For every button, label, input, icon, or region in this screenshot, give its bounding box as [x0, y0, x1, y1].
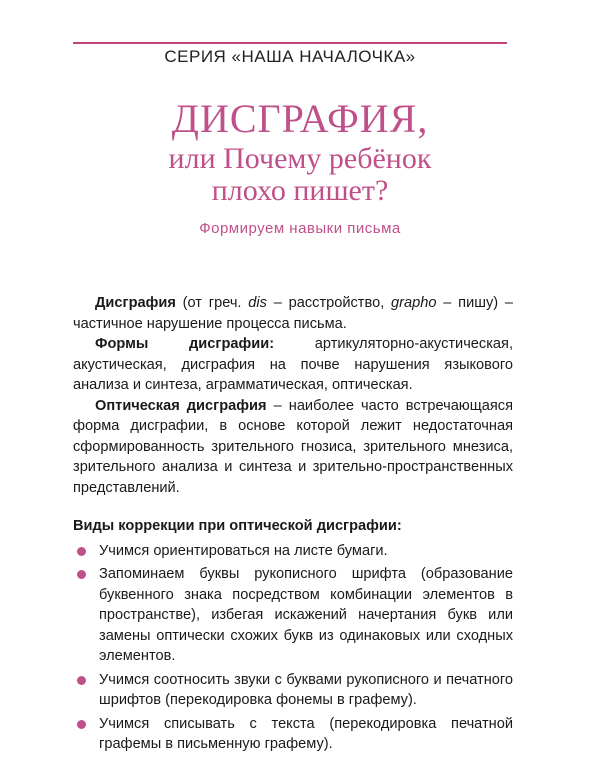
correction-list	[73, 541, 513, 755]
book-title-line3: плохо пишет?	[211, 174, 389, 207]
bullet-icon	[77, 720, 86, 729]
book-title: ДИСГРАФИЯ,	[171, 96, 429, 141]
paragraph-definition: Дисграфия (от греч. dis – расстройство, grapho – пишу) – частичное нарушение процесса письма.	[73, 295, 513, 332]
bullet-icon	[77, 676, 86, 685]
list-item: Учимся ориентироваться на листе бумаги.	[73, 541, 513, 562]
paragraph-optical: Оптическая дисграфия – наиболее часто встречающаяся форма дисграфии, в основе которой лежит недостаточная сформированность зрительного гнозиса, зрительного мнезиса, зрительного анализа и синтеза и зрительно-пространственных представлений.	[73, 397, 513, 496]
bullet-icon	[77, 570, 86, 579]
term-forms: Формы дисграфии:	[95, 336, 275, 352]
bullet-icon	[77, 547, 86, 556]
paragraph-forms: Формы дисграфии: артикуляторно-акустическая, акустическая, дисграфия на почве нарушения языкового анализа и синтеза, аграмматическая, оптическая.	[73, 336, 513, 393]
book-subtitle: Формируем навыки письма	[199, 220, 401, 237]
body-text	[73, 293, 513, 758]
book-title-line2: или Почему ребёнок	[168, 142, 432, 175]
term-dysgraphia: Дисграфия	[95, 295, 176, 311]
list-item: Учимся соотносить звуки с буквами рукописного и печатного шрифтов (перекодировка фонемы в графему).	[73, 670, 513, 711]
list-item: Запоминаем буквы рукописного шрифта (образование буквенного знака посредством комбинации элементов в пространстве), избегая искажений начертания букв или замены оптически схожих букв из одинаковых или сходных элементов.	[73, 564, 513, 667]
series-label: СЕРИЯ «НАША НАЧАЛОЧКА»	[164, 47, 416, 66]
list-item: Учимся списывать с текста (перекодировка печатной графемы в письменную графему).	[73, 714, 513, 755]
correction-heading: Виды коррекции при оптической дисграфии:	[73, 518, 402, 534]
term-optical: Оптическая дисграфия	[95, 397, 267, 414]
